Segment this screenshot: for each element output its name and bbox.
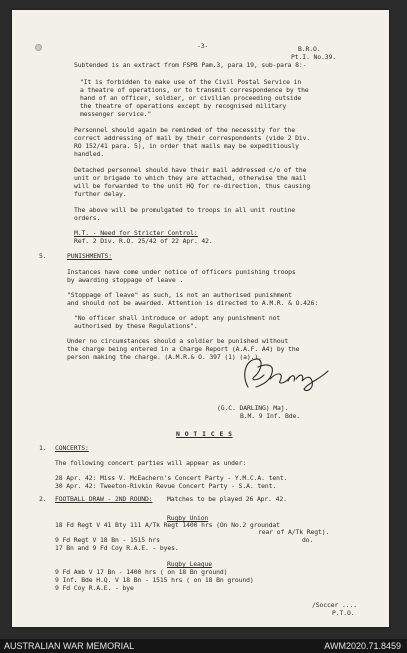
page-number: -3- [197, 42, 209, 50]
match-row: 17 Bn and 9 Fd Coy R.A.E. - byes. [55, 544, 179, 552]
match-row: 9 Fd Amb V 17 Bn - 1400 hrs ( on 18 Bn ground) [55, 568, 228, 576]
quote-line: "No officer shall introduce or adopt any punishment not [74, 314, 281, 322]
order-part: Pt.I. No.39. [291, 53, 336, 61]
paragraph-line: The above will be promulgated to troops in all unit routine [74, 206, 296, 214]
paragraph-line: Detached personnel should have their mail addressed c/o of the [74, 166, 307, 174]
match-row: rear of A/Tk Regt). [258, 528, 330, 536]
quote-line: hand of an officer, soldier, or civilian proceeding outside [80, 94, 302, 102]
notices-heading: N O T I C E S [176, 430, 233, 438]
rugby-union-heading: Rugby Union [167, 514, 209, 522]
section-number: 5. [39, 252, 47, 260]
paragraph-line: the charge being entered in a Charge Report (A.A.F. A4) by the [67, 345, 300, 353]
concert-row: 28 Apr. 42: Miss V. McEachern's Concert Party - Y.M.C.A. tent. [55, 474, 288, 482]
match-row: do. [302, 536, 314, 544]
paragraph-line: orders. [74, 214, 101, 222]
pto-note: P.T.O. [332, 609, 355, 617]
quote-line: "It is forbidden to make use of the Civil Postal Service in [80, 78, 302, 86]
paragraph-line: person making the charge. (A.M.R.& O. 397 (1) (a).). [67, 353, 262, 361]
archive-footer-bar [0, 639, 407, 653]
paragraph-line: will be forwarded to the unit HQ for re-direction, thus causing [74, 182, 311, 190]
concerts-heading: CONCERTS: [55, 444, 89, 452]
intro-line: Subtended is an extract from FSPB Pam.3, para 19, sub-para 8:- [74, 61, 307, 69]
paragraph-line: "Stoppage of leave" as such, is not an authorised punishment [67, 291, 292, 299]
section-number: 1. [39, 444, 47, 452]
football-intro: Matches to be played 26 Apr. 42. [167, 495, 287, 503]
paragraph-line: correct addressing of mail by their correspondents (vide 2 Div. [74, 134, 311, 142]
quote-line: a theatre of operations, or to transmit correspondence by the [80, 86, 309, 94]
match-row: 9 Fd Regt V 18 Bn - 1515 hrs [55, 536, 160, 544]
signatory-name: (G.C. DARLING) Maj. [217, 404, 289, 412]
paragraph-line: handled. [74, 150, 104, 158]
paragraph-line: by awarding stoppage of leave . [67, 276, 184, 284]
paragraph-line: Instances have come under notice of officers punishing troops [67, 268, 296, 276]
rugby-league-heading: Rugby League [167, 560, 212, 568]
signatory-title: B.M. 9 Inf. Bde. [240, 412, 300, 420]
mt-heading: M.T. - Need for Stricter Control: [74, 229, 198, 237]
punishments-heading: PUNISHMENTS: [67, 252, 112, 260]
quote-line: the theatre of operations except by recognised military [80, 102, 287, 110]
handwritten-signature [234, 353, 334, 395]
paragraph-line: further delay. [74, 190, 127, 198]
paragraph-line: and should not be awarded. Attention is directed to A.M.R. & O.426: [67, 299, 319, 307]
punch-hole [35, 44, 42, 51]
concert-row: 30 Apr. 42: Tweeton-Rivkin Revue Concert Party - S.A. tent. [55, 482, 277, 490]
paragraph-line: Under no circumstances should a soldier be punished without [67, 337, 289, 345]
match-row: 9 Inf. Bde H.Q. V 18 Bn - 1515 hrs ( on 18 Bn ground) [55, 576, 254, 584]
concerts-intro: The following concert parties will appear as under: [55, 459, 247, 467]
archive-reference: AWM2020.71.8459 [324, 641, 401, 651]
paragraph-line: Personnel should again be reminded of the necessity for the [74, 126, 296, 134]
section-number: 2. [39, 495, 47, 503]
continuation-note: /Soccer .... [312, 601, 357, 609]
quote-line: authorised by these Regulations". [74, 322, 198, 330]
paragraph-line: unit or brigade to which they are attached, otherwise the mail [74, 174, 307, 182]
match-row: 18 Fd Regt V 41 Bty 111 A/Tk Regt 1400 hrs (On No.2 groundat [55, 521, 280, 529]
paragraph-line: RO 152/41 para. 5), in order that mails may be expeditiously [74, 142, 299, 150]
document-page [12, 10, 389, 627]
mt-reference: Ref. 2 Div. R.O. 25/42 of 22 Apr. 42. [74, 237, 213, 245]
order-ref: B.R.O. [298, 45, 321, 53]
match-row: 9 Fd Coy R.A.E. - bye [55, 584, 134, 592]
football-heading: FOOTBALL DRAW - 2ND ROUND: [55, 495, 153, 503]
archive-name: AUSTRALIAN WAR MEMORIAL [4, 641, 135, 651]
quote-line: messenger service." [80, 110, 152, 118]
